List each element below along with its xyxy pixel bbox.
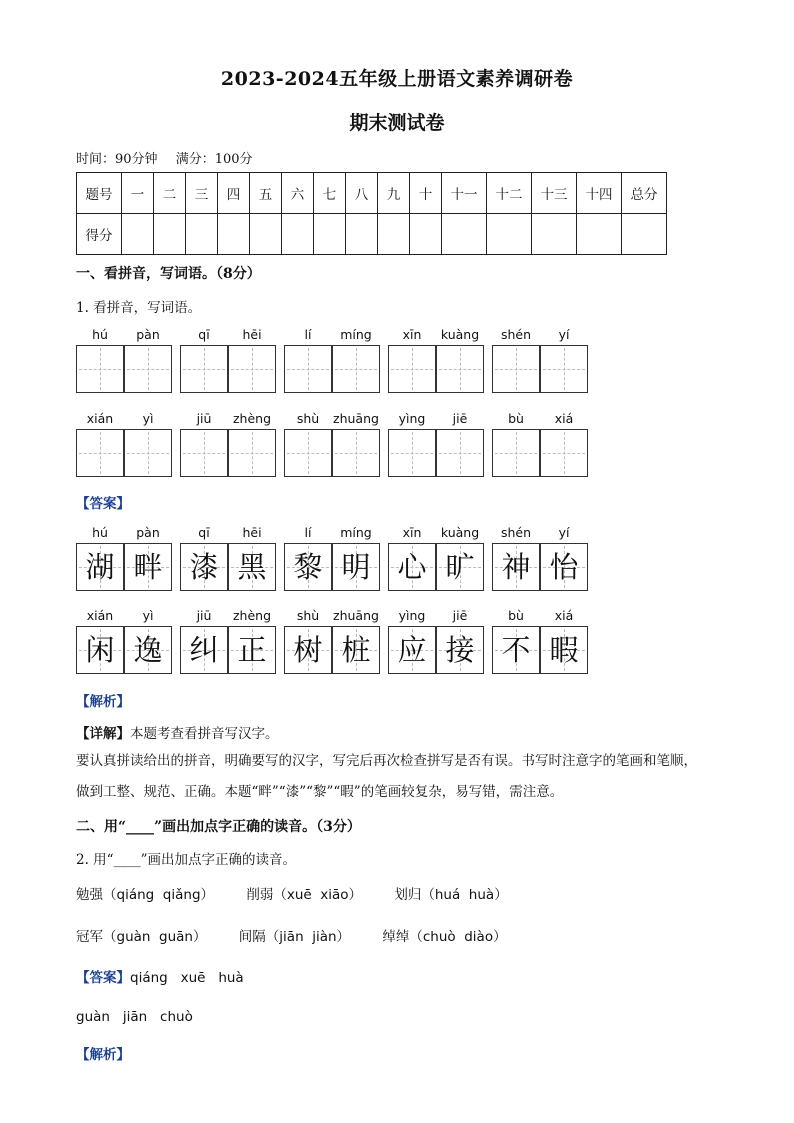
answer-char-cell xyxy=(228,626,276,674)
reading-item: 绰绰（chuò diào） xyxy=(382,929,507,945)
guide-line xyxy=(516,432,517,474)
answer-char: 漆 xyxy=(189,550,219,584)
writing-cell[interactable] xyxy=(492,345,540,393)
pinyin-label: yí xyxy=(558,327,570,342)
pinyin-label: jiū xyxy=(196,608,212,623)
writing-cell[interactable] xyxy=(436,429,484,477)
guide-line xyxy=(356,432,357,474)
guide-line xyxy=(148,432,149,474)
guide-line xyxy=(460,348,461,390)
pinyin-label: zhèng xyxy=(232,411,272,426)
score-cell: 十二 xyxy=(487,173,532,214)
answer-char-cell xyxy=(284,543,332,591)
guide-line xyxy=(148,348,149,390)
answer-char-cell xyxy=(76,626,124,674)
answer-char-cell xyxy=(388,626,436,674)
section2-heading: 二、用“____”画出加点字正确的读音。（3分） xyxy=(76,819,361,835)
score-input-cell[interactable] xyxy=(410,214,442,255)
guide-line xyxy=(100,348,101,390)
score-input-cell[interactable] xyxy=(532,214,577,255)
score-cell: 题号 xyxy=(77,173,122,214)
guide-line xyxy=(412,348,413,390)
answer-char: 怡 xyxy=(549,550,579,584)
writing-cell[interactable] xyxy=(388,345,436,393)
reading-item: 削弱（xuē xiāo） xyxy=(246,887,363,903)
detail-line xyxy=(76,722,279,742)
pinyin-label: shén xyxy=(500,327,532,342)
detail-text: 本题考查看拼音写汉字。 xyxy=(130,726,279,742)
answer-char-cell xyxy=(492,543,540,591)
answer-char-cell xyxy=(492,626,540,674)
answer-char: 黑 xyxy=(237,550,267,584)
score-input-cell[interactable] xyxy=(577,214,622,255)
reading-item: 划归（huá huà） xyxy=(394,887,508,903)
pinyin-label: lí xyxy=(304,525,312,540)
pinyin-label: kuàng xyxy=(440,327,480,342)
pinyin-label: kuàng xyxy=(440,525,480,540)
answer-char: 神 xyxy=(501,550,531,584)
section2-answer-line xyxy=(76,966,244,986)
guide-line xyxy=(252,348,253,390)
guide-line xyxy=(308,348,309,390)
pinyin-label: qī xyxy=(198,327,210,342)
writing-cell[interactable] xyxy=(228,429,276,477)
score-table xyxy=(76,172,667,255)
answer-char-cell xyxy=(228,543,276,591)
pinyin-label: shù xyxy=(296,411,320,426)
pinyin-label: hēi xyxy=(242,327,262,342)
score-input-cell[interactable] xyxy=(442,214,487,255)
answer-char-cell xyxy=(388,543,436,591)
pinyin-label: qī xyxy=(198,525,210,540)
writing-cell[interactable] xyxy=(76,345,124,393)
reading-item: 间隔（jiān jiàn） xyxy=(238,929,351,945)
answer-char-cell xyxy=(124,626,172,674)
answer-char: 不 xyxy=(501,633,531,667)
score-cell: 十 xyxy=(410,173,442,214)
writing-cell[interactable] xyxy=(76,429,124,477)
answer-text-line2: guàn jiān chuò xyxy=(76,1009,193,1025)
answer-char: 暇 xyxy=(549,633,579,667)
pinyin-label: xiá xyxy=(554,608,574,623)
pinyin-label: zhèng xyxy=(232,608,272,623)
score-input-cell[interactable] xyxy=(622,214,667,255)
score-cell: 四 xyxy=(218,173,250,214)
pinyin-label: míng xyxy=(340,525,372,540)
answer-char: 心 xyxy=(397,550,427,584)
writing-cell[interactable] xyxy=(492,429,540,477)
pinyin-label: pàn xyxy=(136,327,160,342)
answer-char-cell xyxy=(540,626,588,674)
answer-char: 应 xyxy=(397,633,427,667)
answer-char: 接 xyxy=(445,633,475,667)
answer-char: 桩 xyxy=(341,633,371,667)
pinyin-label: bù xyxy=(508,411,524,426)
pinyin-label: jiū xyxy=(196,411,212,426)
exam-title: 2023-2024五年级上册语文素养调研卷 xyxy=(220,68,574,90)
pinyin-label: shù xyxy=(296,608,320,623)
score-cell: 三 xyxy=(186,173,218,214)
analysis-label: 【解析】 xyxy=(76,694,130,710)
reading-row xyxy=(76,883,536,903)
answer-label: 【答案】 xyxy=(76,970,130,986)
writing-cell[interactable] xyxy=(124,429,172,477)
answer-char: 正 xyxy=(237,633,267,667)
writing-cell[interactable] xyxy=(228,345,276,393)
detail-label: 【详解】 xyxy=(76,726,130,742)
answer-char: 纠 xyxy=(189,633,219,667)
pinyin-label: zhuāng xyxy=(333,608,379,623)
score-cell: 一 xyxy=(122,173,154,214)
answer-label: 【答案】 xyxy=(76,496,130,512)
writing-cell[interactable] xyxy=(540,345,588,393)
score-cell: 十四 xyxy=(577,173,622,214)
pinyin-label: zhuāng xyxy=(333,411,379,426)
analysis-label: 【解析】 xyxy=(76,1047,130,1063)
score-cell: 二 xyxy=(154,173,186,214)
score-input-cell[interactable] xyxy=(487,214,532,255)
score-cell: 九 xyxy=(378,173,410,214)
score-input-cell[interactable] xyxy=(314,214,346,255)
score-input-cell[interactable] xyxy=(282,214,314,255)
guide-line xyxy=(356,348,357,390)
guide-line xyxy=(100,432,101,474)
score-input-cell[interactable] xyxy=(186,214,218,255)
writing-cell[interactable] xyxy=(436,345,484,393)
guide-line xyxy=(460,432,461,474)
pinyin-label: xiá xyxy=(554,411,574,426)
writing-cell[interactable] xyxy=(180,429,228,477)
answer-char-cell xyxy=(332,626,380,674)
score-cell: 十三 xyxy=(532,173,577,214)
pinyin-label: jiē xyxy=(452,608,468,623)
pinyin-label: xīn xyxy=(402,525,422,540)
pinyin-label: xīn xyxy=(402,327,422,342)
answer-char: 逸 xyxy=(133,633,163,667)
writing-cell[interactable] xyxy=(540,429,588,477)
guide-line xyxy=(308,432,309,474)
answer-char: 旷 xyxy=(445,550,475,584)
score-table-score-row xyxy=(77,214,667,255)
score-cell: 六 xyxy=(282,173,314,214)
writing-cell[interactable] xyxy=(284,345,332,393)
writing-cell[interactable] xyxy=(284,429,332,477)
score-input-cell[interactable] xyxy=(122,214,154,255)
pinyin-label: hēi xyxy=(242,525,262,540)
pinyin-label: yì xyxy=(142,608,154,623)
reading-item: 冠军（guàn guān） xyxy=(76,929,207,945)
answer-char: 树 xyxy=(293,633,323,667)
pinyin-label: yí xyxy=(558,525,570,540)
exam-meta xyxy=(76,148,267,167)
answer-char: 闲 xyxy=(85,633,115,667)
score-cell: 五 xyxy=(250,173,282,214)
pinyin-label: yìng xyxy=(398,411,426,426)
section1-heading: 一、看拼音，写词语。（8分） xyxy=(76,266,261,282)
pinyin-label: shén xyxy=(500,525,532,540)
score-input-cell[interactable] xyxy=(154,214,186,255)
exam-time: 时间：90分钟 xyxy=(76,152,158,167)
exam-subtitle: 期末测试卷 xyxy=(349,112,445,134)
pinyin-label: pàn xyxy=(136,525,160,540)
answer-char-cell xyxy=(180,626,228,674)
writing-cell[interactable] xyxy=(332,345,380,393)
pinyin-label: yì xyxy=(142,411,154,426)
guide-line xyxy=(412,432,413,474)
reading-row xyxy=(76,925,535,945)
pinyin-label: xián xyxy=(86,608,114,623)
answer-text: qiáng xuē huà xyxy=(130,970,244,986)
score-cell: 十一 xyxy=(442,173,487,214)
score-table-header-row xyxy=(77,173,667,214)
pinyin-label: míng xyxy=(340,327,372,342)
exam-full-score: 满分：100分 xyxy=(175,152,253,167)
score-input-cell[interactable] xyxy=(218,214,250,255)
answer-char-cell xyxy=(436,543,484,591)
writing-cell[interactable] xyxy=(332,429,380,477)
score-input-cell[interactable] xyxy=(346,214,378,255)
answer-char-cell xyxy=(180,543,228,591)
pinyin-label: lí xyxy=(304,327,312,342)
pinyin-label: hú xyxy=(92,525,108,540)
answer-char-cell xyxy=(124,543,172,591)
pinyin-label: xián xyxy=(86,411,114,426)
score-input-cell[interactable] xyxy=(378,214,410,255)
explanation-text: 要认真拼读给出的拼音，明确要写的汉字，写完后再次检查拼写是否有误。书写时注意字的笔画和笔顺，做到工整、规范、正确。本题“畔”“漆”“黎”“暇”的笔画较复杂，易写错，需注意。 xyxy=(76,753,697,800)
guide-line xyxy=(564,432,565,474)
score-cell: 总分 xyxy=(622,173,667,214)
guide-line xyxy=(516,348,517,390)
score-cell: 七 xyxy=(314,173,346,214)
answer-char-cell xyxy=(332,543,380,591)
guide-line xyxy=(204,432,205,474)
section1-question: 1. 看拼音，写词语。 xyxy=(76,300,202,316)
pinyin-label: yìng xyxy=(398,608,426,623)
answer-char-cell xyxy=(540,543,588,591)
score-input-cell[interactable] xyxy=(250,214,282,255)
answer-char: 明 xyxy=(341,550,371,584)
reading-item: 勉强（qiáng qiǎng） xyxy=(76,887,215,903)
pinyin-label: bù xyxy=(508,608,524,623)
guide-line xyxy=(564,348,565,390)
score-cell: 八 xyxy=(346,173,378,214)
section2-question: 2. 用“____”画出加点字正确的读音。 xyxy=(76,852,296,868)
answer-char: 湖 xyxy=(85,550,115,584)
score-cell: 得分 xyxy=(77,214,122,255)
writing-cell[interactable] xyxy=(180,345,228,393)
answer-char: 畔 xyxy=(133,550,163,584)
answer-char: 黎 xyxy=(293,550,323,584)
guide-line xyxy=(204,348,205,390)
answer-char-cell xyxy=(436,626,484,674)
answer-char-cell xyxy=(76,543,124,591)
pinyin-label: hú xyxy=(92,327,108,342)
writing-cell[interactable] xyxy=(124,345,172,393)
guide-line xyxy=(252,432,253,474)
pinyin-label: jiē xyxy=(452,411,468,426)
answer-char-cell xyxy=(284,626,332,674)
writing-cell[interactable] xyxy=(388,429,436,477)
